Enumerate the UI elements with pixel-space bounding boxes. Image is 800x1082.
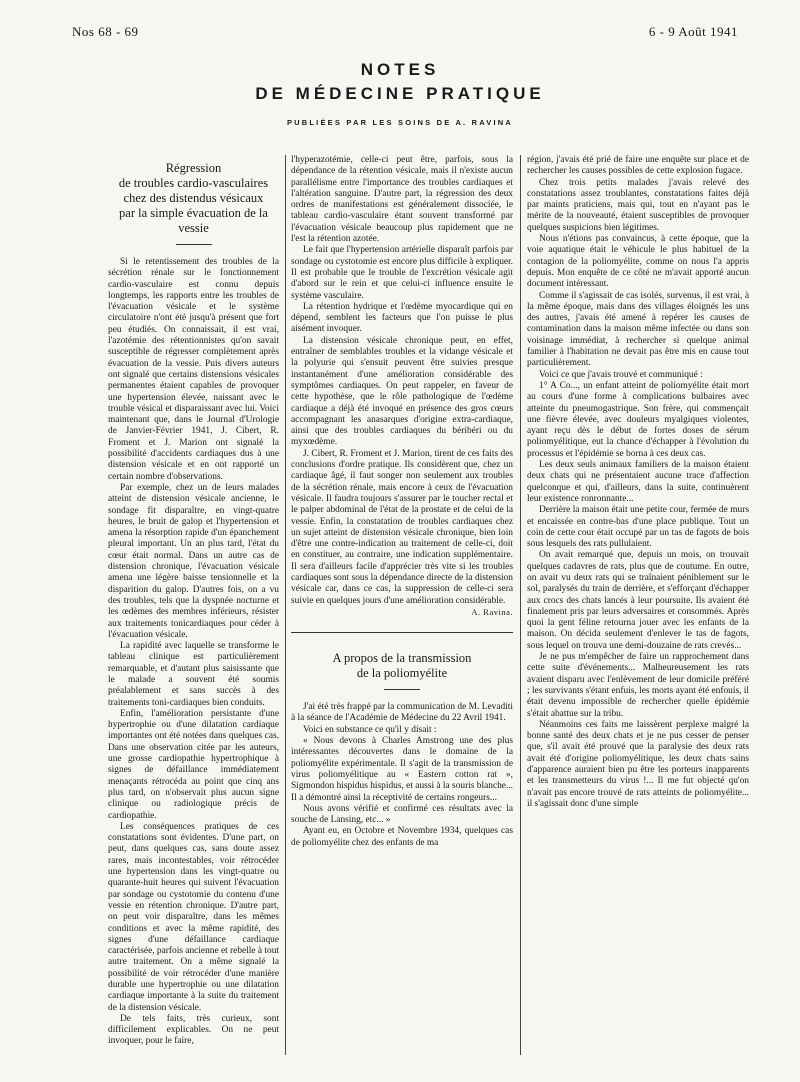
article2-paragraph: Je ne pus m'empêcher de faire un rapprochement dans cette suite d'événements... Malheureusement les rats avaient disparu avec l'enlèvement de leur domicile préféré ; les survivants s'étant enfuis, les morts ayant été enfouis, il était devenu impossible de rechercher quelle épidémie s'était abattue sur la tribu.	[527, 652, 749, 719]
article2-paragraph: « Nous devons à Charles Amstrong une des plus intéressantes découvertes dans le domaine de la poliomyélite expérimentale. Il s'agit de la transmission de virus poliomyélitique au « Eastern cotton rat », Sigmondon hispidus hispidus, et aussi à la souris blanche... Il a démontré ainsi la réceptivité de certains rongeurs...	[291, 736, 513, 803]
article2-title-line: A propos de la transmission	[332, 651, 472, 666]
masthead-title-line1: NOTES	[360, 60, 440, 79]
column-divider-left	[285, 155, 286, 1055]
issue-date: 6 - 9 Août 1941	[648, 24, 738, 39]
article1-paragraph: J. Cibert, R. Froment et J. Marion, tirent de ces faits des conclusions d'ordre pratique. Ils considèrent que, chez un cardiaque âgé, il faut songer non seulement aux troubles de la sécrétion rénale, mais encore à ceux de l'évacuation vésicale. Il faudra toujours s'assurer par le toucher rectal et le palper abdominal de l'état de la prostate et de celui de la vessie. Enfin, la constatation de troubles cardiaques chez un sujet atteint de distension vésicale chronique, bien loin d'être une contre-indication au traitement de celle-ci, doit en constituer, au contraire, une indication supplémentaire. Il sera d'ailleurs facile d'apprécier très vite si les troubles cardiaques sont sous la dépendance directe de la distension vésicale car, dans ce cas, la suppression de celle-ci sera suivie en quelques jours d'une amélioration considérable.	[291, 448, 513, 606]
issue-number: Nos 68 - 69	[72, 24, 139, 39]
article1-paragraph: La rapidité avec laquelle se transforme le tableau clinique est particulièrement remarquable, et d'autant plus saisissante que le malade a souvent été soumis préalablement et sans succès à des traitements toni-cardiaques bien conduits.	[108, 641, 279, 708]
article1-paragraph: La rétention hydrique et l'œdème myocardique qui en dépend, semblent les facteurs que l'on puisse le plus aisément invoquer.	[291, 301, 513, 335]
article2-paragraph: Comme il s'agissait de cas isolés, survenus, il est vrai, à la même époque, mais dans des villages éloignés les uns des autres, j'avais été amené à repérer les causes de contamination dans la maison même infectée ou dans son voisinage immédiat, à rechercher si quelque animal familier à l'habitation ne devait pas être mis en cause tout particulièrement.	[527, 290, 749, 369]
article1-paragraph: Le fait que l'hypertension artérielle disparaît parfois par sondage ou cystotomie est encore plus difficile à expliquer. Il est probable que le trouble de l'excrétion vésicale agit d'abord sur le rein et que celui-ci influence ensuite le système vasculaire.	[291, 245, 513, 301]
article2-paragraph: Les deux seuls animaux familiers de la maison étaient deux chats qui ne présentaient aucune trace d'affection quelconque et qui, d'ailleurs, dans la suite, continuèrent leur existence ronronnante...	[527, 460, 749, 504]
article2-paragraph: On avait remarqué que, depuis un mois, on trouvait quelques cadavres de rats, plus que de coutume. En outre, on avait vu deux rats qui se traînaient péniblement sur le sol, paralysés du train de derrière, et s'efforçant d'échapper aux crocs des chats lancés à leur poursuite. Ils avaient été finalement pris par leurs adversaires et consommés. Après quoi la gent féline retourna jouer avec les enfants de la maison. On décida seulement d'enlever le tas de fagots, sous lequel on trouva une demi-douzaine de rats crevés...	[527, 550, 749, 651]
article1-paragraph: Par exemple, chez un de leurs malades atteint de distension vésicale ancienne, le sondage fit disparaître, en vingt-quatre heures, le bruit de galop et l'hypertension et amena la résorption rapide d'un épanchement pleural important. Un an plus tard, l'état du cœur était normal. Dans un autre cas de distension chronique, l'évacuation vésicale amena une légère baisse tensionnelle et la disparition du galop. D'autres fois, on a vu des troubles, tels que la dyspnée nocturne et les œdèmes des membres inférieurs, résister aux traitements tonicardiaques pour céder à l'évacuation vésicale.	[108, 482, 279, 640]
article2-title	[291, 651, 513, 681]
column-divider-right	[520, 155, 521, 1055]
article2-paragraph: Nous avons vérifié et confirmé ces résultats avec la souche de Lansing, etc... »	[291, 803, 513, 826]
article2-paragraph: région, j'avais été prié de faire une enquête sur place et de rechercher les causes possibles de cette explosion fugace.	[527, 155, 749, 177]
article2-paragraph: Derrière la maison était une petite cour, fermée de murs et encaissée en contre-bas d'une place publique. Tout un coin de cette cour était occupé par un tas de fagots de bois sous lesquels des rats pullulaient.	[527, 505, 749, 550]
masthead-title-line2: DE MÉDECINE PRATIQUE	[255, 84, 545, 103]
article2-paragraph: J'ai été très frappé par la communication de M. Levaditi à la séance de l'Académie de Médecine du 22 Avril 1941.	[291, 702, 513, 724]
article2-title-line: de la poliomyélite	[356, 666, 448, 681]
article1-title	[108, 161, 279, 236]
title-separator	[176, 244, 212, 245]
article1-paragraph: De tels faits, très curieux, sont difficilement explicables. On ne peut invoquer, pour le faire,	[108, 1013, 279, 1047]
masthead-subtitle: PUBLIÉES PAR LES SOINS DE A. RAVINA	[286, 118, 514, 127]
article2-paragraph: Voici en substance ce qu'il y disait :	[303, 724, 437, 735]
article2-paragraph: Chez trois petits malades j'avais relevé des constatations assez troublantes, constatations faites déjà par maints praticiens, mais qui, tout en n'ayant pas le mérite de la nouveauté, étaient susceptibles de provoquer quelques suspicions bien légitimes.	[527, 177, 749, 233]
article1-paragraph: La distension vésicale chronique peut, en effet, entraîner de semblables troubles et la vidange vésicale et la polyurie qui s'ensuit peuvent être suivies presque instantanément d'une amélioration considérable des symptômes cardiaques. On peut rappeler, en faveur de cette hypothèse, que le rôle pathologique de l'œdème cardiaque a déjà été invoqué en présence des gros cœurs accompagnant les anasarques d'origine extra-cardiaque, ainsi que des troubles cardiaques du béribéri ou du myxœdème.	[291, 335, 513, 448]
article1-title-line: de troubles cardio-vasculaires	[118, 176, 269, 190]
article-separator	[291, 632, 513, 633]
article1-paragraph: Les conséquences pratiques de ces constatations sont évidentes. D'une part, on peut, dans quelques cas, sans doute assez rares, mais incontestables, voir rétrocéder une hypertension dans les vingt-quatre ou quarante-huit heures qui suivent l'évacuation par sondage ou cystotomie du contenu d'une vessie en rétention chronique. D'autre part, on peut voir disparaître, dans les mêmes conditions et avec la même rapidité, des signes d'une défaillance cardiaque caractérisée, parfois ancienne et rebelle à tout autre traitement. On a même signalé la possibilité de voir rétrocéder d'une manière durable une hypertrophie ou une dilatation cardiaque importante à la suite du traitement de la distension vésicale.	[108, 821, 279, 1013]
article1-title-line: chez des distendus vésicaux	[123, 191, 264, 205]
article1-title-line: par la simple évacuation de la vessie	[119, 206, 268, 235]
article1-paragraph: Si le retentissement des troubles de la sécrétion rénale sur le fonctionnement cardio-vasculaire est connu depuis longtemps, les rapports entre les troubles de l'évacuation vésicale et le système circulatoire n'ont été jusqu'à présent que fort peu étudiés. On connaissait, il est vrai, l'azotémie des rétentionnistes qu'on savait susceptible de régresser complètement après évacuation de la vessie. Puis divers auteurs ont signalé que certains distensions vésicales permanentes étaient capables de provoquer une hypertension élevée, naissant avec le trouble vésical et disparaissant avec lui. Voici maintenant que, dans le Journal d'Urologie de Janvier-Février 1941, J. Cibert, R. Froment et J. Marion ont signalé la possibilité d'accidents cardiaques dus à une distension vésicale et en ont rapporté un certain nombre d'observations.	[108, 257, 279, 482]
article2-paragraph: Néanmoins ces faits me laissèrent perplexe malgré la bonne santé des deux chats et je ne pus cesser de penser que, s'il avait été prouvé que la paralysie des deux rats avait été d'origine poliomyélitique, les deux chats sains d'apparence auraient bien pu être les porteurs inapparents et les transmetteurs du virus !... Il me fut objecté qu'on n'avait pas encore trouvé de rats atteints de poliomyélite... il s'agissait donc d'une simple	[527, 719, 749, 809]
article2-paragraph: Nous n'étions pas convaincus, à cette époque, que la voie aquatique était le véhicule le plus habituel de la contagion de la poliomyélite, comme on nous l'a appris depuis. Mon enquête de ce côté ne m'avait apporté aucun document intéressant.	[527, 234, 749, 290]
article2-paragraph: Voici ce que j'avais trouvé et communiqué :	[539, 369, 703, 380]
article1-signature: A. Ravina.	[471, 606, 513, 617]
column-right	[527, 155, 749, 1065]
article1-title-line: Régression	[165, 161, 222, 175]
article1-paragraph: Enfin, l'amélioration persistante d'une hypertrophie ou d'une dilatation cardiaque importantes ont été notées dans quelques cas. Dans une observation citée par les auteurs, une grosse cardiopathie hypertrophique à signes de défaillance immédiatement menaçants rétrocéda au point que cinq ans plus tard, on n'observait plus aucun signe clinique ou radiologique précis de cardiopathie.	[108, 708, 279, 821]
article2-paragraph: 1° A Co..., un enfant atteint de poliomyélite était mort au cours d'une forme à complications bulbaires avec atteinte du pneumogastrique. Son frère, qui commençait une fièvre élevée, avec douleurs myalgiques violentes, ayant reçu dès le début de fortes doses de sérum poliomyélitique, eut la chance d'échapper à l'évolution du processus et l'épidémie se borna à ces deux cas.	[527, 380, 749, 459]
column-left	[108, 155, 279, 1065]
title-separator	[384, 689, 420, 690]
article2-paragraph: Ayant eu, en Octobre et Novembre 1934, quelques cas de poliomyélite chez des enfants de ma	[291, 826, 513, 848]
article1-paragraph: l'hyperazotémie, celle-ci peut être, parfois, sous la dépendance de la rétention vésicale, mais il n'existe aucun parallélisme entre l'importance des troubles cardiaques et l'altération sanguine. D'autre part, la régression des deux ordres de manifestations est généralement dissociée, le tableau cardio-vasculaire étant souvent transformé par l'évacuation vésicale beaucoup plus rapidement que ne l'est la rétention azotée.	[291, 155, 513, 245]
column-middle	[291, 155, 513, 1065]
